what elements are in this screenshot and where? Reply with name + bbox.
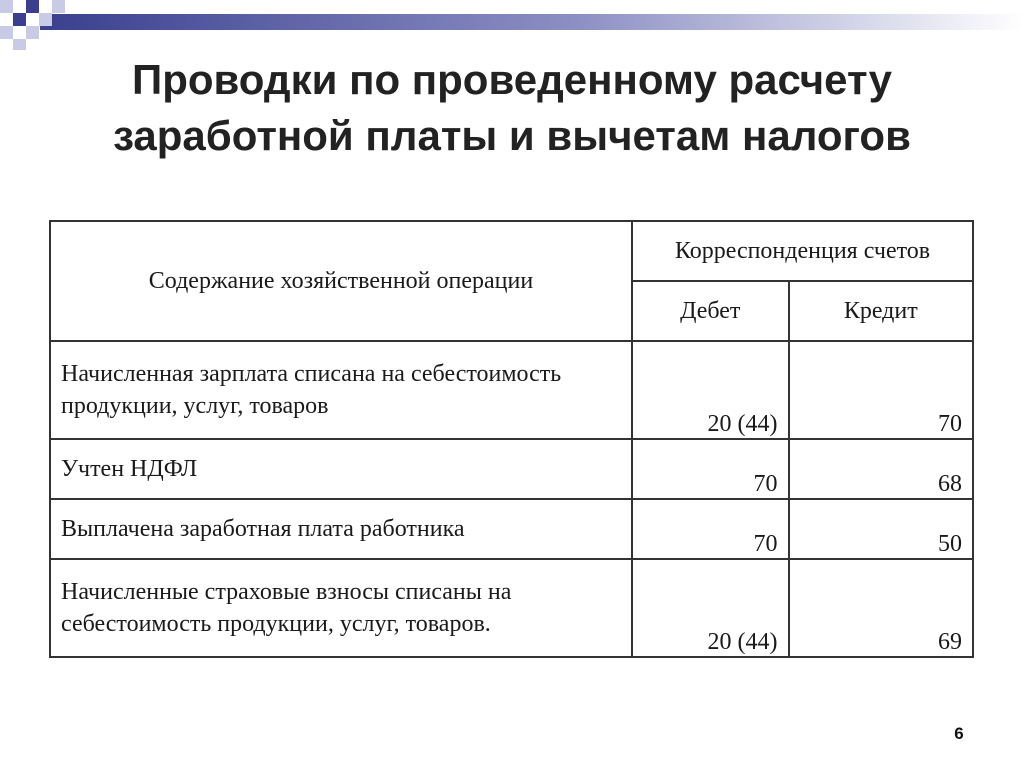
deco-square — [0, 0, 13, 13]
deco-square — [26, 0, 39, 13]
page-number: 6 — [954, 724, 964, 743]
operation-cell: Учтен НДФЛ — [50, 439, 632, 499]
operation-cell: Начисленные страховые взносы списаны на себестоимость продукции, услуг, товаров. — [50, 559, 632, 657]
deco-square — [0, 26, 13, 39]
table-row — [50, 559, 973, 657]
header-debit: Дебет — [632, 281, 789, 341]
accounting-entries-table — [49, 220, 974, 658]
debit-cell: 70 — [632, 439, 789, 499]
credit-cell: 50 — [789, 499, 973, 559]
table-row — [50, 439, 973, 499]
debit-cell: 20 (44) — [632, 559, 789, 657]
credit-cell: 70 — [789, 341, 973, 439]
slide-title-line2: заработной платы и вычетам налогов — [113, 112, 911, 159]
slide-title — [0, 52, 1024, 164]
debit-cell: 20 (44) — [632, 341, 789, 439]
debit-cell: 70 — [632, 499, 789, 559]
deco-square — [13, 13, 26, 26]
operation-cell: Начисленная зарплата списана на себестоимость продукции, услуг, товаров — [50, 341, 632, 439]
deco-square — [52, 0, 65, 13]
operation-cell: Выплачена заработная плата работника — [50, 499, 632, 559]
header-operation: Содержание хозяйственной операции — [50, 221, 632, 341]
credit-cell: 69 — [789, 559, 973, 657]
deco-square — [39, 13, 52, 26]
decorative-header-bar — [0, 0, 1024, 50]
deco-square — [26, 26, 39, 39]
header-credit: Кредит — [789, 281, 973, 341]
table-row — [50, 341, 973, 439]
header-correspondence: Корреспонденция счетов — [632, 221, 973, 281]
gradient-line — [40, 14, 1024, 30]
deco-square — [13, 39, 26, 50]
credit-cell: 68 — [789, 439, 973, 499]
slide-title-line1: Проводки по проведенному расчету — [132, 56, 892, 103]
table-row — [50, 499, 973, 559]
